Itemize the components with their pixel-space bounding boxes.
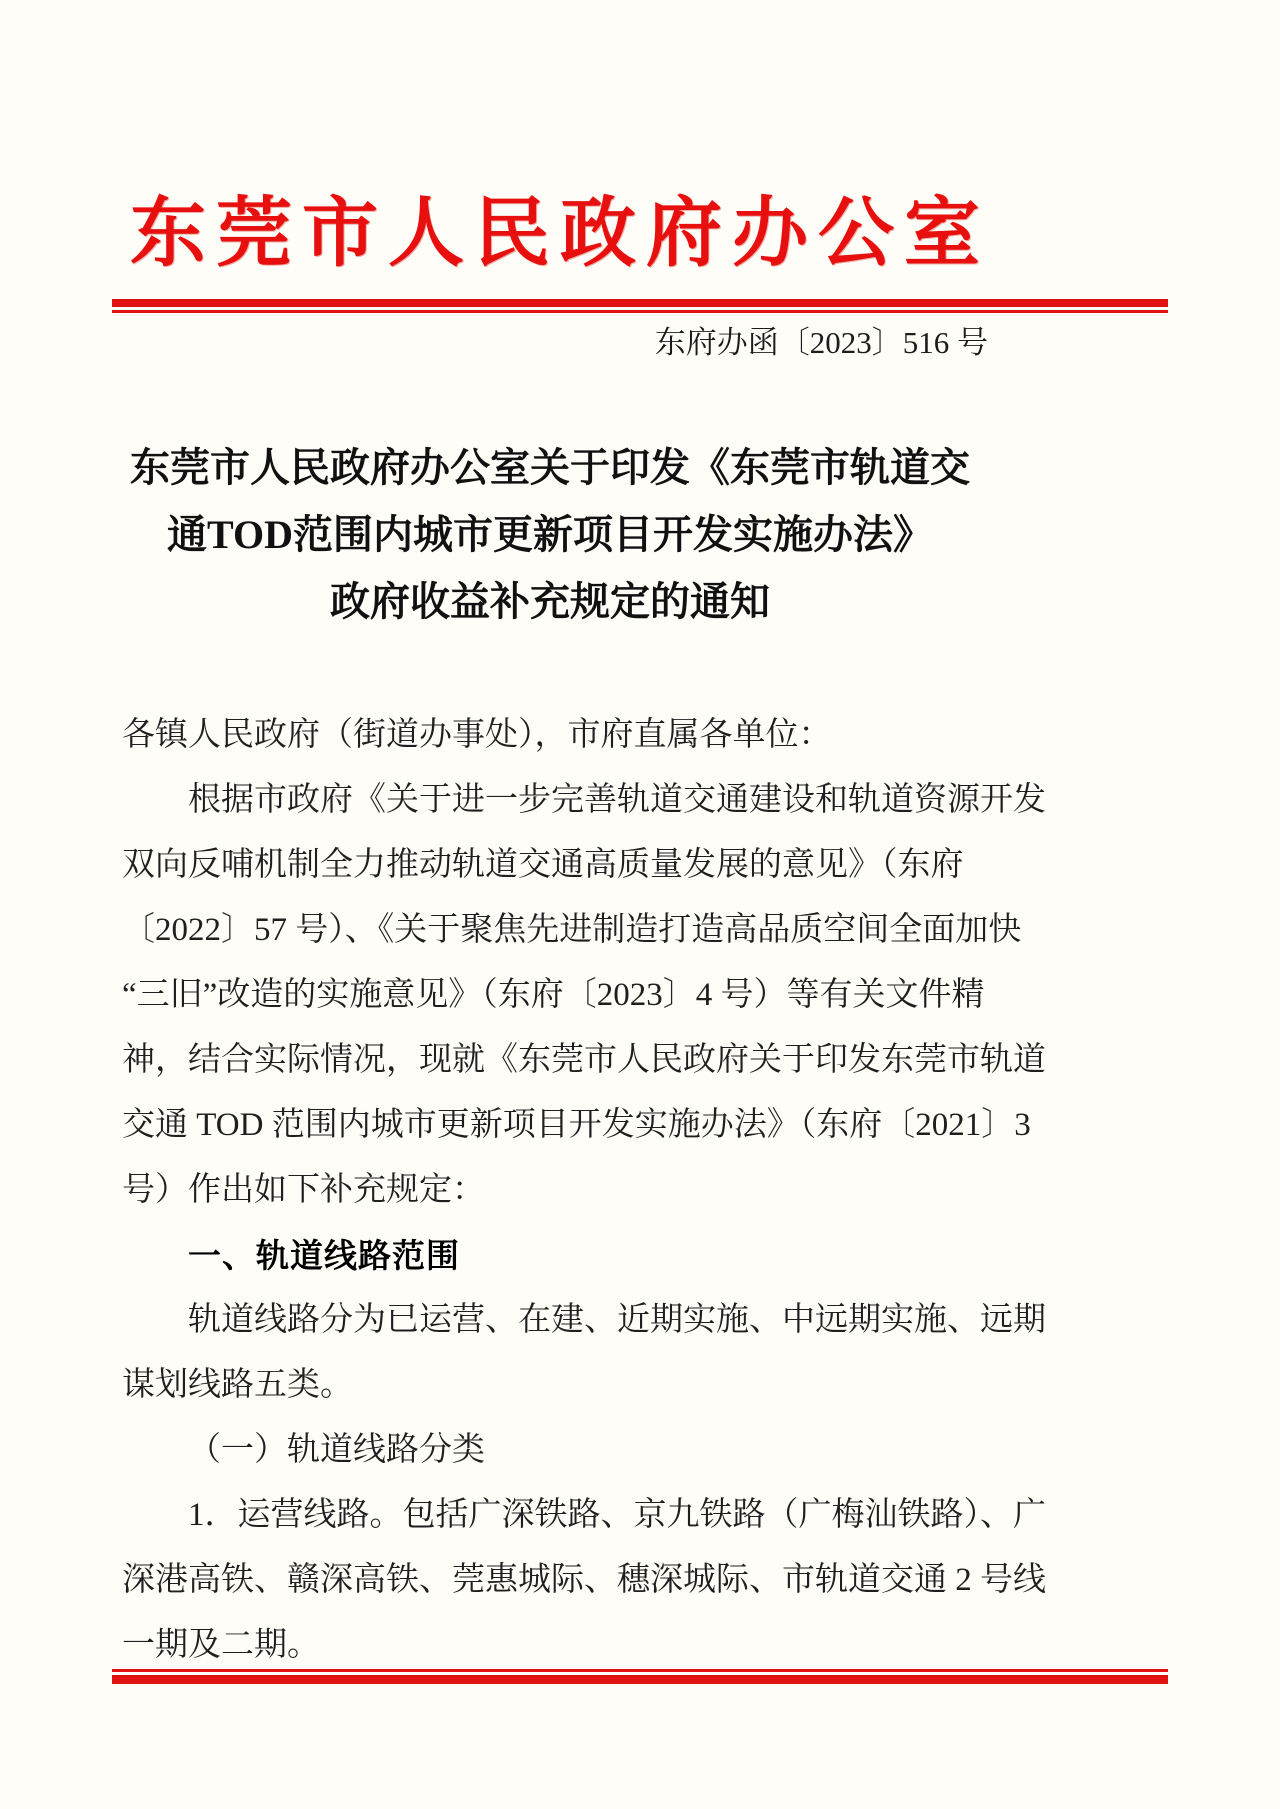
- letterhead-rule: [112, 299, 1168, 313]
- footer-rule: [112, 1669, 1168, 1684]
- body-line: 根据市政府《关于进一步完善轨道交通建设和轨道资源开发: [188, 782, 1046, 818]
- body-line: 交通 TOD 范围内城市更新项目开发实施办法》（东府〔2021〕3: [122, 1107, 1031, 1143]
- document-title: [100, 434, 1000, 635]
- salutation-line: 各镇人民政府（街道办事处），市府直属各单位：: [122, 717, 832, 753]
- body-line: 神，结合实际情况，现就《东莞市人民政府关于印发东莞市轨道: [122, 1042, 1046, 1078]
- letterhead-agency-title: 东莞市人民政府办公室: [130, 192, 990, 276]
- body-line: 号）作出如下补充规定：: [122, 1172, 485, 1208]
- section-heading: 一、轨道线路范围: [188, 1237, 460, 1274]
- body-line: 一期及二期。: [122, 1627, 320, 1663]
- document-title-line: 通TOD范围内城市更新项目开发实施办法》: [167, 512, 933, 557]
- document-title-line: 东莞市人民政府办公室关于印发《东莞市轨道交: [130, 445, 970, 490]
- body-line: “三旧”改造的实施意见》（东府〔2023〕4 号）等有关文件精: [122, 977, 985, 1013]
- document-body: [122, 703, 1082, 1678]
- letterhead-rule-thin-bar: [112, 310, 1168, 313]
- body-line: 轨道线路分为已运营、在建、近期实施、中远期实施、远期: [188, 1302, 1046, 1338]
- body-line: 谋划线路五类。: [122, 1367, 353, 1403]
- body-line: 1．运营线路。包括广深铁路、京九铁路（广梅汕铁路）、广: [188, 1497, 1046, 1533]
- subsection-heading: （一）轨道线路分类: [188, 1432, 485, 1468]
- footer-rule-thick-bar: [112, 1675, 1168, 1684]
- letterhead-rule-thick-bar: [112, 299, 1168, 307]
- body-line: 〔2022〕57 号）、《关于聚焦先进制造打造高品质空间全面加快: [122, 912, 1022, 948]
- body-line: 双向反哺机制全力推动轨道交通高质量发展的意见》（东府: [122, 847, 964, 883]
- body-line: 深港高铁、赣深高铁、莞惠城际、穗深城际、市轨道交通 2 号线: [122, 1562, 1046, 1598]
- document-title-line: 政府收益补充规定的通知: [330, 579, 770, 624]
- document-reference-number: 东府办函〔2023〕516 号: [654, 325, 988, 360]
